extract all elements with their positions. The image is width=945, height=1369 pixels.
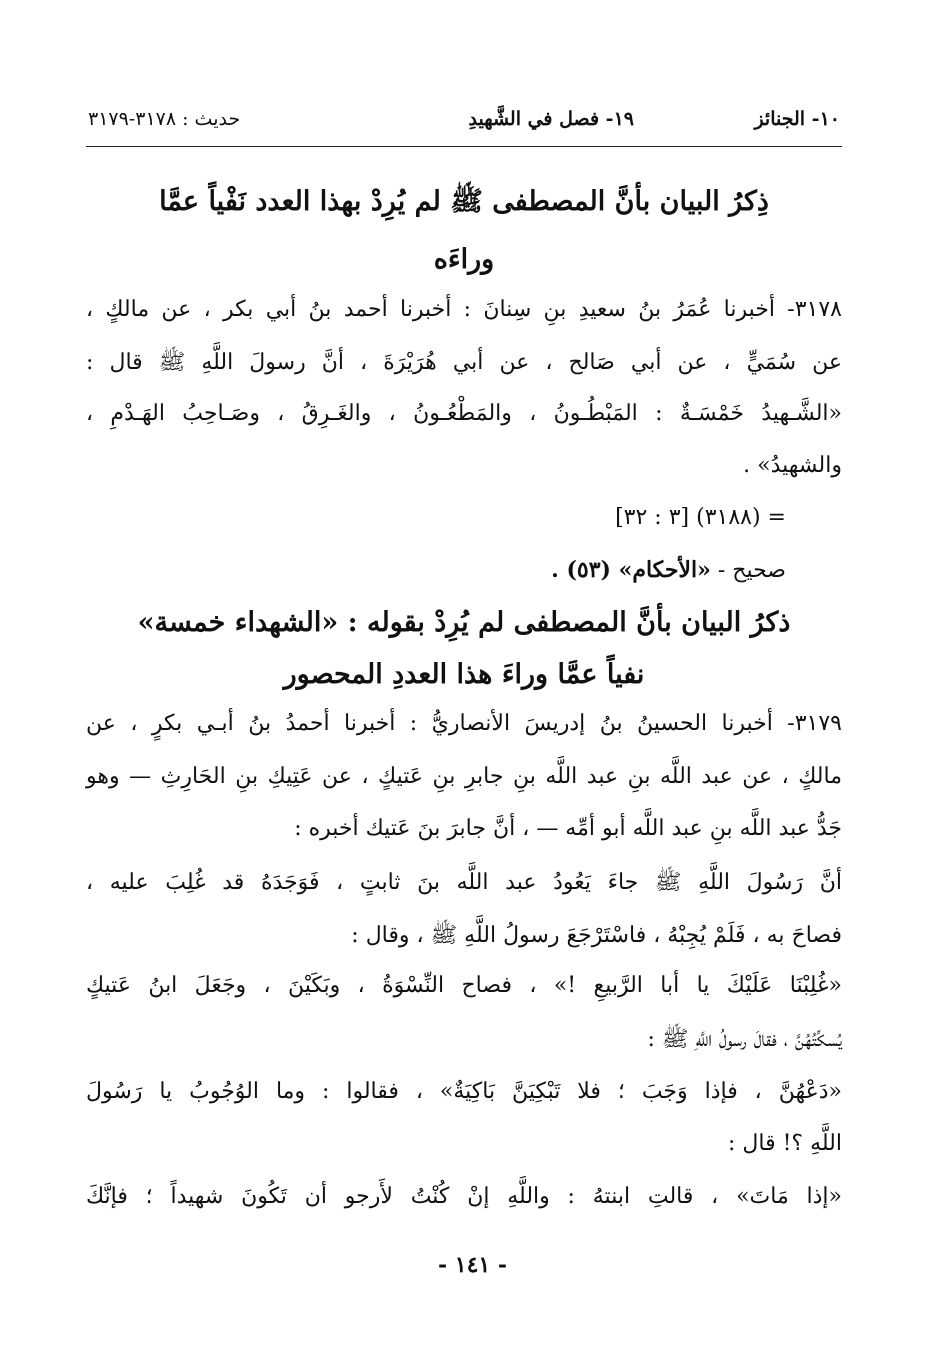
header-chapter-title: ١٩- فصل في الشَّهيدِ xyxy=(468,108,634,130)
hadith-3179-isnad-line-2: مالكٍ ، عن عبد اللَّه بنِ عبد اللَّه بنِ جابرِ بنِ عَتيكٍ ، عن عَتِيكِ بنِ الحَارِثِ — وهو xyxy=(86,764,842,789)
header-divider xyxy=(86,146,842,147)
grading-prefix: صحيح - xyxy=(717,558,786,583)
grading-source: «الأحكام» (٥٣) . xyxy=(551,557,711,583)
section-heading-1-line-2: وراءَه xyxy=(433,244,495,275)
section-heading-1-line-1: ذِكرُ البيان بأنَّ المصطفى ﷺ لم يُرِدْ بهذا العدد نَفْياً عمَّا xyxy=(159,186,769,217)
cross-reference: = (٣١٨٨) [٣ : ٣٢] xyxy=(615,505,786,530)
hadith-3179-matn-line-1: أنَّ رَسُولَ اللَّهِ ﷺ جاءَ يَعُودُ عبد اللَّه بنَ ثابتٍ ، فَوَجَدَهُ قد غُلِبَ عليه ، xyxy=(86,870,842,895)
hadith-3179-matn-line-4: يُسكِّتُهُنَّ ، فقالَ رسولُ اللَّهِ ﷺ : xyxy=(647,1027,842,1052)
hadith-3179-matn-line-6: اللَّهِ ؟! قال : xyxy=(727,1131,842,1156)
section-heading-2-line-2: نفياً عمَّا وراءَ هذا العددِ المحصور xyxy=(283,659,645,690)
hadith-3178-line-4: والشهيدُ» . xyxy=(743,453,842,478)
hadith-3179-matn-line-2: فصاحَ به ، فَلَمْ يُجِبْهُ ، فاسْتَرْجَعَ رسولُ اللَّهِ ﷺ ، وقال : xyxy=(351,923,842,948)
grading-line xyxy=(86,557,842,583)
running-header xyxy=(88,108,840,142)
hadith-3179-matn-line-3: «غُلِبْنَا عَلَيْكَ يا أبا الرَّبيعِ !» ، فصاح النِّسْوَةُ ، وبَكَيْنَ ، وجَعَلَ ابنُ عَتيكٍ xyxy=(86,973,842,998)
section-heading-2-line-1: ذكرُ البيان بأنَّ المصطفى لم يُرِدْ بقوله : «الشهداء خمسة» xyxy=(137,607,791,638)
hadith-3178-line-3: «الشَّـهيدُ خَمْسَـةٌ : المَبْطُـونُ ، والمَطْعُـونُ ، والغَـرِقُ ، وصَـاحِبُ الهَـدْمِ ، xyxy=(86,401,842,426)
hadith-3178-line-1: ٣١٧٨- أخبرنا عُمَرُ بنُ سعيدِ بنِ سِنانَ : أخبرنا أحمد بنُ أبي بكر ، عن مالكٍ ، xyxy=(86,297,842,322)
header-book-title: ١٠- الجنائز xyxy=(754,108,840,130)
hadith-3179-isnad-line-1: ٣١٧٩- أخبرنا الحسينُ بنُ إدريسَ الأنصاريُّ : أخبرنا أحمدُ بنُ أبـي بكرٍ ، عن xyxy=(86,711,842,736)
hadith-3179-matn-line-5: «دَعْهُنَّ ، فإذا وَجَبَ ؛ فلا تَبْكِيَنَّ بَاكِيَةٌ» ، فقالوا : وما الوُجُوبُ يا رَسُولَ xyxy=(86,1079,842,1104)
hadith-3179-matn-line-7: «إذا مَاتَ» ، قالتِ ابنتهُ : واللَّهِ إنْ كُنْتُ لأَرجو أن تَكُونَ شهيداً ؛ فإنَّكَ xyxy=(86,1184,842,1209)
hadith-3178-line-2: عن سُمَيٍّ ، عن أبي صَالح ، عن أبي هُرَيْرَةَ ، أنَّ رسولَ اللَّهِ ﷺ قال : xyxy=(86,350,842,375)
hadith-3179-isnad-line-3: جَدُّ عبد اللَّه بنِ عبد اللَّه أبو أمِّه — ، أنَّ جابرَ بنَ عَتيك أخبره : xyxy=(294,816,842,841)
header-hadith-range: حديث : ٣١٧٨-٣١٧٩ xyxy=(88,108,241,130)
page-number: - ١٤١ - xyxy=(437,1252,508,1278)
